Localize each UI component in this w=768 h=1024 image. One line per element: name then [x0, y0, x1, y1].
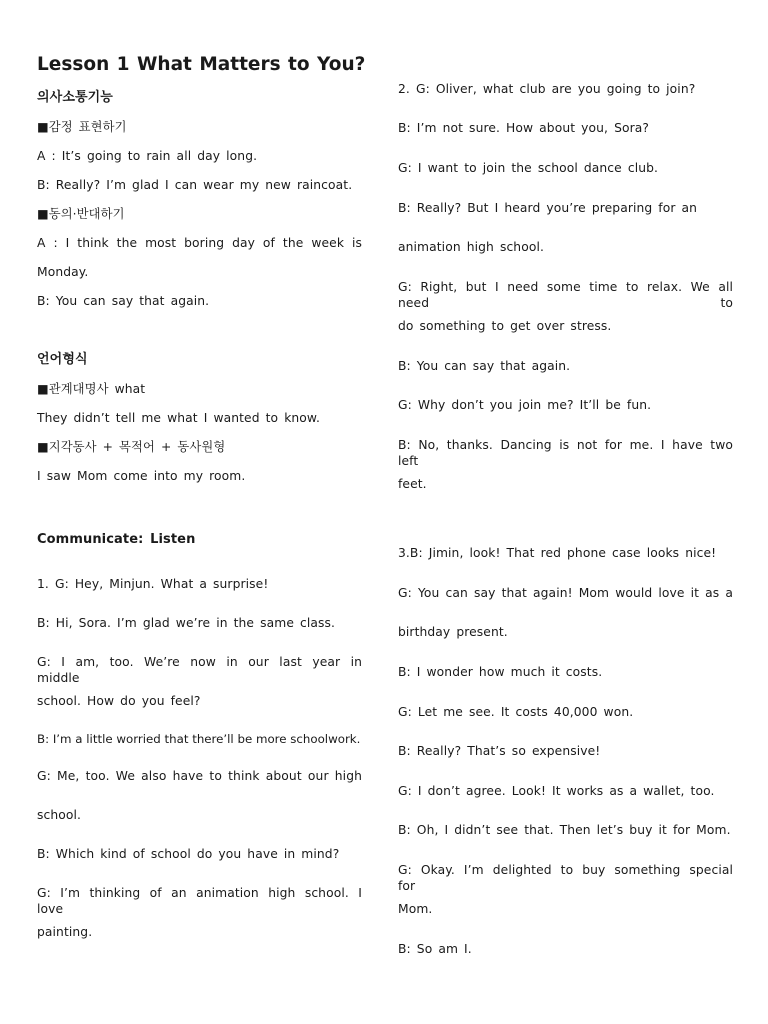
text-line: B: Really? But I heard you’re preparing for an — [398, 201, 698, 215]
text-line: G: I don’t agree. Look! It works as a wallet, too. — [398, 784, 715, 798]
text-line: G: Right, but I need some time to relax. We all need to — [398, 280, 733, 310]
text-line: B: You can say that again. — [37, 294, 210, 308]
subheading-agree: ■동의·반대하기 — [37, 207, 125, 221]
text-line: Monday. — [37, 265, 89, 279]
text-line: G: Me, too. We also have to think about our high — [37, 769, 362, 783]
text-line: B: I’m a little worried that there’ll be more schoolwork. — [37, 732, 361, 746]
text-line: B: Which kind of school do you have in mind? — [37, 847, 340, 861]
text-line: A : It’s going to rain all day long. — [37, 149, 258, 163]
text-line: G: Okay. I’m delighted to buy something special for — [398, 863, 733, 893]
text-line: G: I am, too. We’re now in our last year in middle — [37, 655, 362, 685]
subheading-perception-verb: ■지각동사 + 목적어 + 동사원형 — [37, 440, 226, 454]
text-line: school. — [37, 808, 82, 822]
text-line: G: Why don’t you join me? It’ll be fun. — [398, 398, 652, 412]
section-communication: 의사소통기능 — [37, 90, 113, 105]
subheading-what: ■관계대명사 what — [37, 382, 146, 396]
text-line: G: Let me see. It costs 40,000 won. — [398, 705, 634, 719]
text-line: B: Hi, Sora. I’m glad we’re in the same class. — [37, 616, 336, 630]
text-line: do something to get over stress. — [398, 319, 612, 333]
text-line: A : I think the most boring day of the week is — [37, 236, 362, 250]
text-line: I saw Mom come into my room. — [37, 469, 246, 483]
text-line: feet. — [398, 477, 427, 491]
section-grammar: 언어형식 — [37, 352, 88, 367]
text-line: B: You can say that again. — [398, 359, 571, 373]
subheading-emotion: ■감정 표현하기 — [37, 120, 127, 134]
text-line: They didn’t tell me what I wanted to know. — [37, 411, 320, 425]
text-line: painting. — [37, 925, 93, 939]
text-line: B: Oh, I didn’t see that. Then let’s buy it for Mom. — [398, 823, 731, 837]
section-communicate-listen: Communicate: Listen — [37, 532, 196, 547]
text-line: B: I’m not sure. How about you, Sora? — [398, 121, 650, 135]
text-line: birthday present. — [398, 625, 508, 639]
text-line: 3.B: Jimin, look! That red phone case looks nice! — [398, 546, 717, 560]
text-line: Mom. — [398, 902, 433, 916]
text-line: animation high school. — [398, 240, 544, 254]
lesson-title: Lesson 1 What Matters to You? — [37, 54, 366, 75]
text-line: 2. G: Oliver, what club are you going to join? — [398, 82, 696, 96]
text-line: G: You can say that again! Mom would love it as a — [398, 586, 733, 600]
text-line: B: Really? I’m glad I can wear my new raincoat. — [37, 178, 353, 192]
text-line: B: Really? That’s so expensive! — [398, 744, 601, 758]
text-line: B: So am I. — [398, 942, 472, 956]
text-line: 1. G: Hey, Minjun. What a surprise! — [37, 577, 269, 591]
text-line: school. How do you feel? — [37, 694, 201, 708]
text-line: G: I want to join the school dance club. — [398, 161, 659, 175]
text-line: G: I’m thinking of an animation high school. I love — [37, 886, 362, 916]
text-line: B: I wonder how much it costs. — [398, 665, 603, 679]
text-line: B: No, thanks. Dancing is not for me. I have two left — [398, 438, 733, 468]
